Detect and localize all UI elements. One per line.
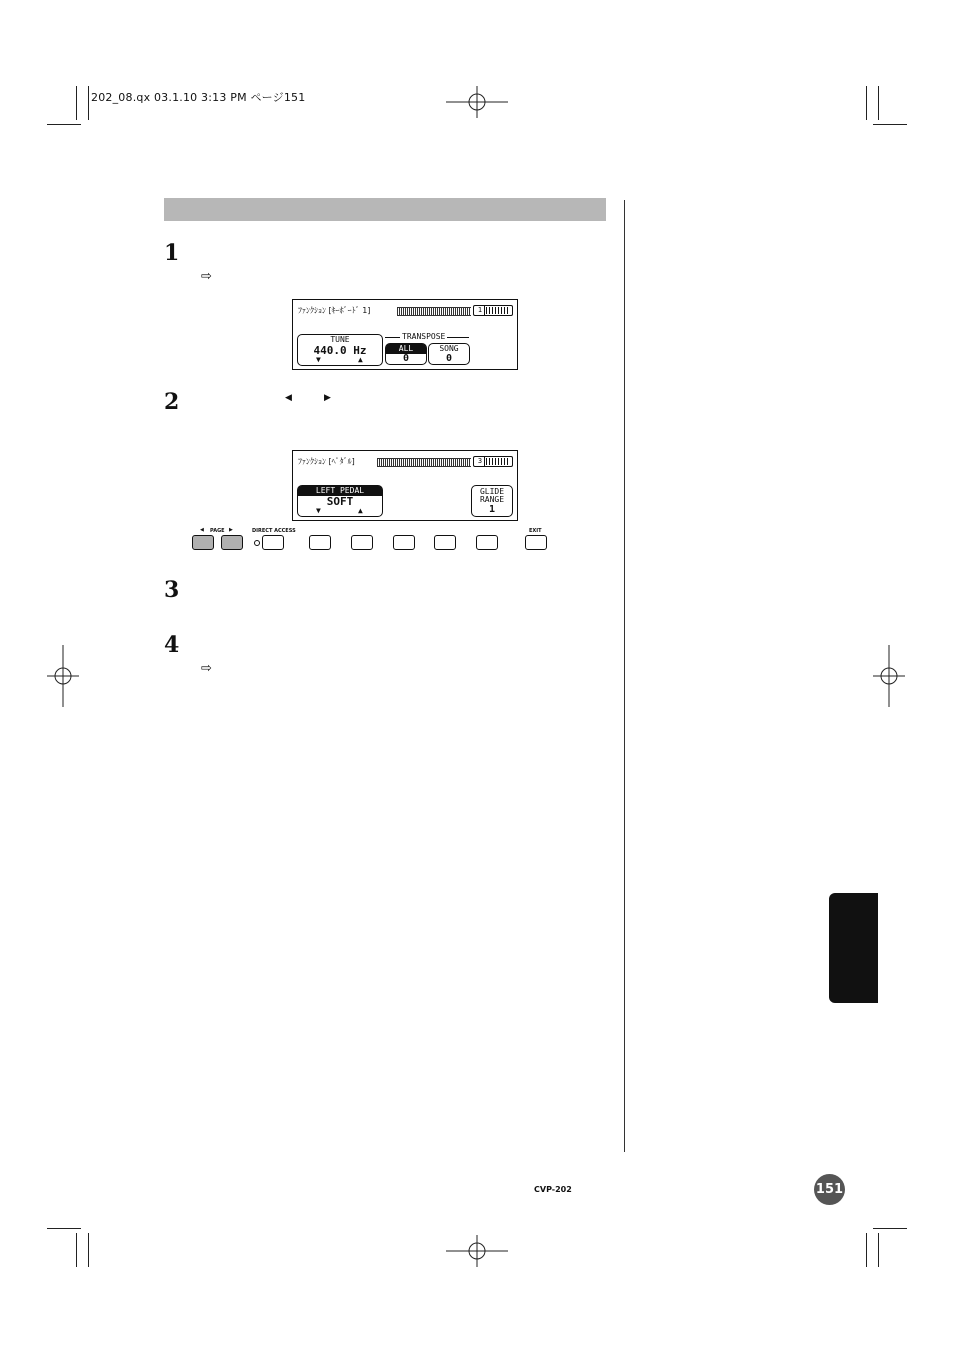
pedal-up-arrow-icon: ▲ — [358, 506, 363, 515]
tune-up-arrow-icon: ▲ — [358, 355, 363, 364]
left-pedal-box — [297, 485, 383, 517]
glide-range-box — [471, 485, 513, 517]
page-left-small-arrow-icon: ◀ — [200, 527, 204, 533]
lcd-button-4[interactable] — [434, 535, 456, 550]
transpose-all-box — [385, 343, 427, 365]
page-left-arrow-icon: ◀ — [285, 393, 292, 403]
direct-access-button[interactable] — [262, 535, 284, 550]
registration-mark-bottom — [446, 1235, 508, 1267]
page-indicator-number: 1 — [476, 306, 485, 315]
page-indicator-bars — [486, 458, 510, 465]
lcd-screen-keyboard — [292, 299, 518, 370]
song-value: 0 — [445, 353, 453, 364]
range-label: RANGE — [479, 495, 505, 504]
song-label: SONG — [439, 344, 459, 353]
title-hatch-bar — [377, 458, 471, 467]
lcd-button-5[interactable] — [476, 535, 498, 550]
exit-label: EXIT — [529, 528, 542, 534]
tune-down-arrow-icon: ▼ — [316, 355, 321, 364]
screen-title: ﾌｧﾝｸｼｮﾝ [ﾍﾟﾀﾞﾙ] — [298, 457, 355, 466]
lcd-screen-pedal — [292, 450, 518, 521]
step-number-1: 1 — [164, 240, 180, 266]
page-indicator — [473, 456, 513, 467]
step-number-3: 3 — [164, 577, 180, 603]
page-left-button[interactable] — [192, 535, 214, 550]
tune-label: TUNE — [330, 335, 350, 344]
step-number-4: 4 — [164, 632, 180, 658]
screen-title: ﾌｧﾝｸｼｮﾝ [ｷｰﾎﾞｰﾄﾞ 1] — [298, 306, 371, 315]
page-number-badge: 151 — [814, 1174, 845, 1205]
chapter-side-tab — [829, 893, 878, 1003]
direct-access-lamp-icon — [254, 540, 260, 546]
transpose-label: TRANSPOSE — [402, 332, 446, 341]
all-label: ALL — [386, 344, 426, 354]
left-pedal-value: SOFT — [326, 495, 354, 508]
page-right-small-arrow-icon: ▶ — [229, 527, 233, 533]
left-pedal-label: LEFT PEDAL — [298, 486, 382, 496]
lcd-button-1[interactable] — [309, 535, 331, 550]
exit-button[interactable] — [525, 535, 547, 550]
transpose-song-box — [428, 343, 470, 365]
direct-access-label: DIRECT ACCESS — [252, 528, 296, 534]
page-indicator-bars — [486, 307, 510, 314]
lcd-button-2[interactable] — [351, 535, 373, 550]
page-indicator-number: 3 — [476, 457, 485, 466]
registration-mark-left — [47, 645, 79, 707]
page-right-arrow-icon: ▶ — [324, 393, 331, 403]
tune-box — [297, 334, 383, 366]
registration-mark-right — [873, 645, 905, 707]
all-value: 0 — [402, 353, 410, 364]
model-name: CVP-202 — [534, 1185, 572, 1194]
file-info-header: 202_08.qx 03.1.10 3:13 PM ページ151 — [91, 91, 306, 104]
glide-range-value: 1 — [488, 504, 496, 515]
registration-mark-top — [446, 86, 508, 118]
page-indicator — [473, 305, 513, 316]
pedal-down-arrow-icon: ▼ — [316, 506, 321, 515]
note-arrow-icon: ⇨ — [201, 661, 212, 676]
page-right-button[interactable] — [221, 535, 243, 550]
lcd-button-3[interactable] — [393, 535, 415, 550]
step-number-2: 2 — [164, 389, 180, 415]
section-heading-bar — [164, 198, 606, 221]
column-divider — [624, 200, 625, 1152]
page-label: PAGE — [210, 528, 225, 534]
tune-value: 440.0 Hz — [313, 344, 367, 357]
note-arrow-icon: ⇨ — [201, 269, 212, 284]
glide-label: GLIDE — [479, 487, 505, 496]
title-hatch-bar — [397, 307, 471, 316]
